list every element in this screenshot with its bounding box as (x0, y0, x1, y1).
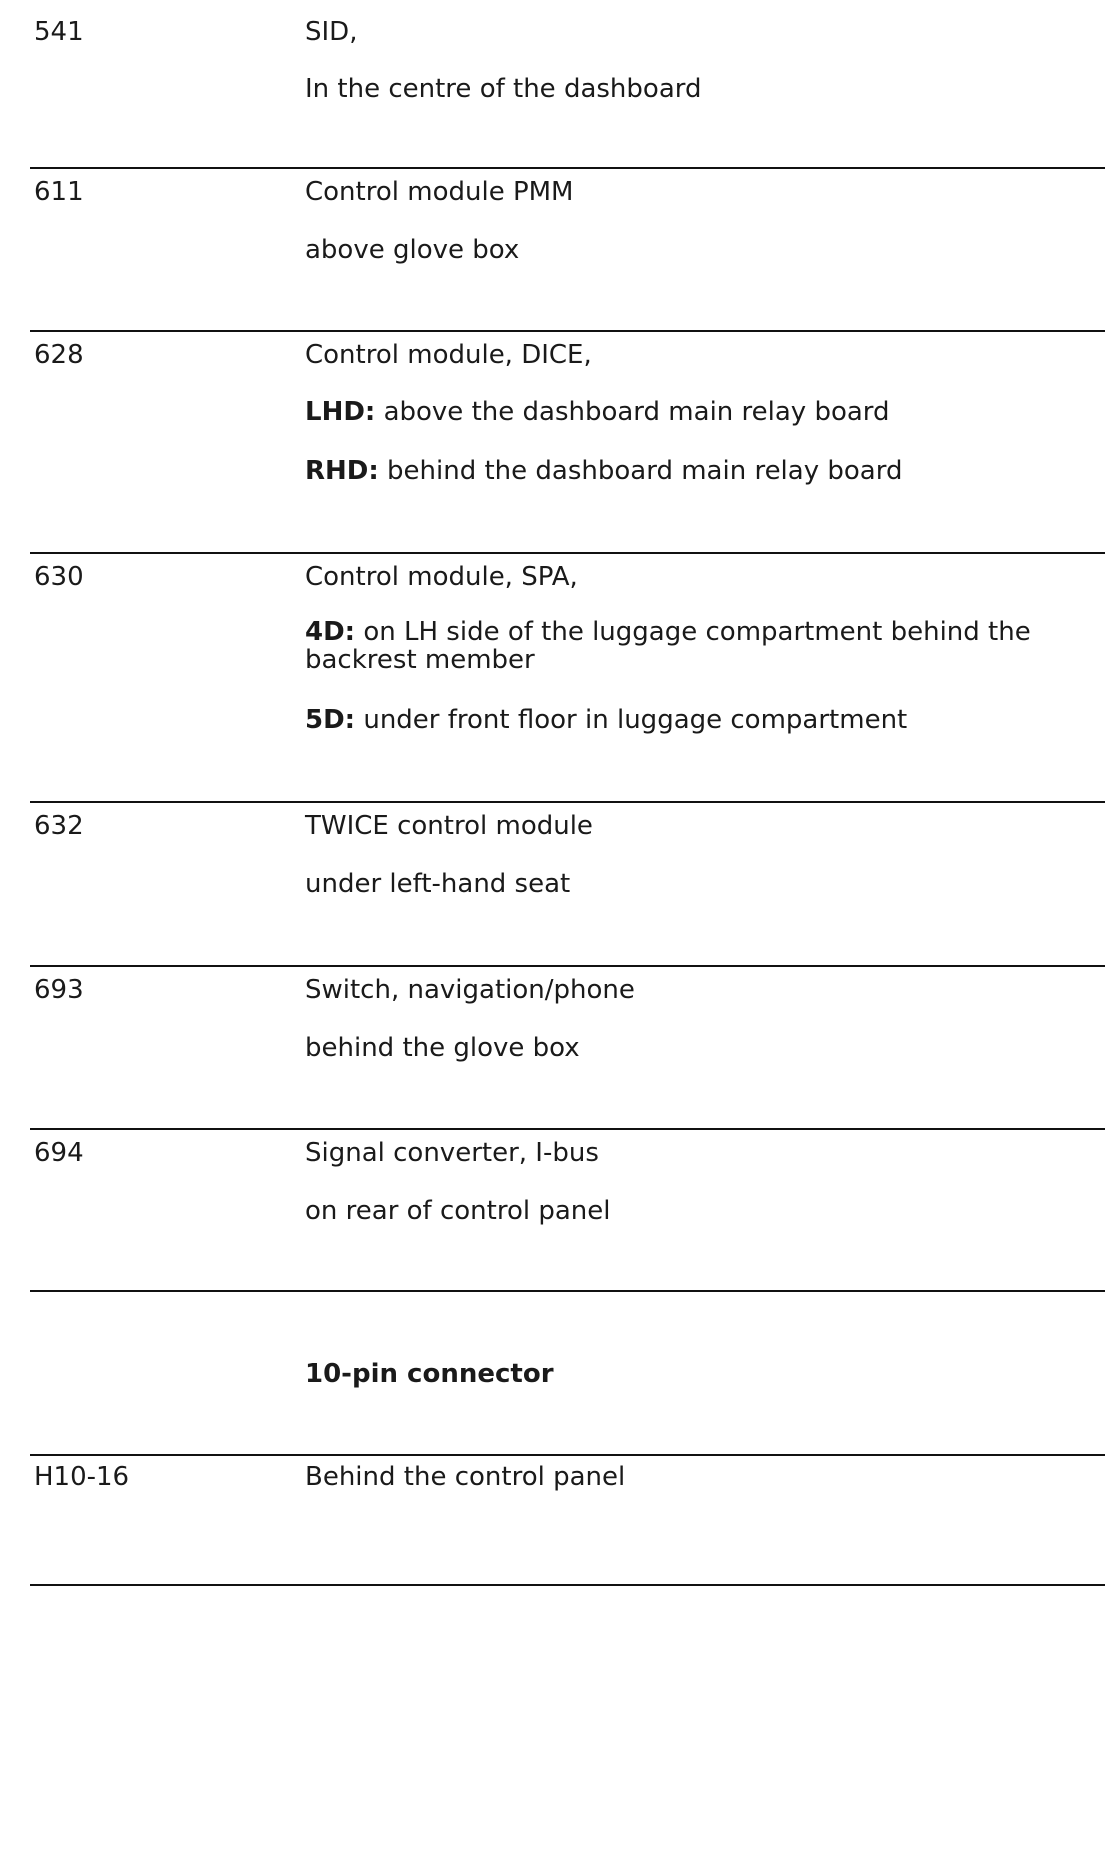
entry-title: SID, (305, 17, 358, 47)
divider (30, 1128, 1105, 1130)
entry-title: TWICE control module (305, 811, 593, 841)
connector-location: Behind the control panel (305, 1462, 626, 1492)
entry-location (305, 704, 1105, 736)
entry-location: under left-hand seat (305, 869, 571, 899)
entry-title: Control module, SPA, (305, 562, 578, 592)
entry-title: Switch, navigation/phone (305, 975, 635, 1005)
entry-code: 611 (34, 177, 84, 207)
variant-text: above the dashboard main relay board (375, 397, 890, 427)
divider (30, 330, 1105, 332)
entry-location: behind the glove box (305, 1033, 580, 1063)
entry-code: 630 (34, 562, 84, 592)
entry-title: Control module PMM (305, 177, 574, 207)
entry-location (305, 455, 1105, 487)
variant-text: under front floor in luggage compartment (355, 705, 908, 735)
variant-text: on LH side of the luggage compartment behind the backrest member (305, 617, 1031, 675)
section-heading: 10-pin connector (305, 1359, 554, 1389)
divider (30, 1584, 1105, 1586)
variant-label: 5D: (305, 705, 356, 735)
connector-code: H10-16 (34, 1462, 130, 1492)
entry-title: Control module, DICE, (305, 340, 592, 370)
entry-code: 541 (34, 17, 84, 47)
divider (30, 965, 1105, 967)
variant-label: RHD: (305, 456, 379, 486)
entry-title: Signal converter, I-bus (305, 1138, 599, 1168)
variant-label: LHD: (305, 397, 376, 427)
entry-code: 628 (34, 340, 84, 370)
entry-location: above glove box (305, 235, 520, 265)
entry-location: In the centre of the dashboard (305, 74, 702, 104)
divider (30, 552, 1105, 554)
variant-label: 4D: (305, 617, 356, 647)
entry-code: 694 (34, 1138, 84, 1168)
divider (30, 1290, 1105, 1292)
variant-text: behind the dashboard main relay board (378, 456, 903, 486)
entry-location (305, 396, 1105, 428)
divider (30, 1454, 1105, 1456)
entry-location (305, 618, 1105, 674)
divider (30, 801, 1105, 803)
entry-code: 693 (34, 975, 84, 1005)
entry-location: on rear of control panel (305, 1196, 611, 1226)
divider (30, 167, 1105, 169)
entry-code: 632 (34, 811, 84, 841)
